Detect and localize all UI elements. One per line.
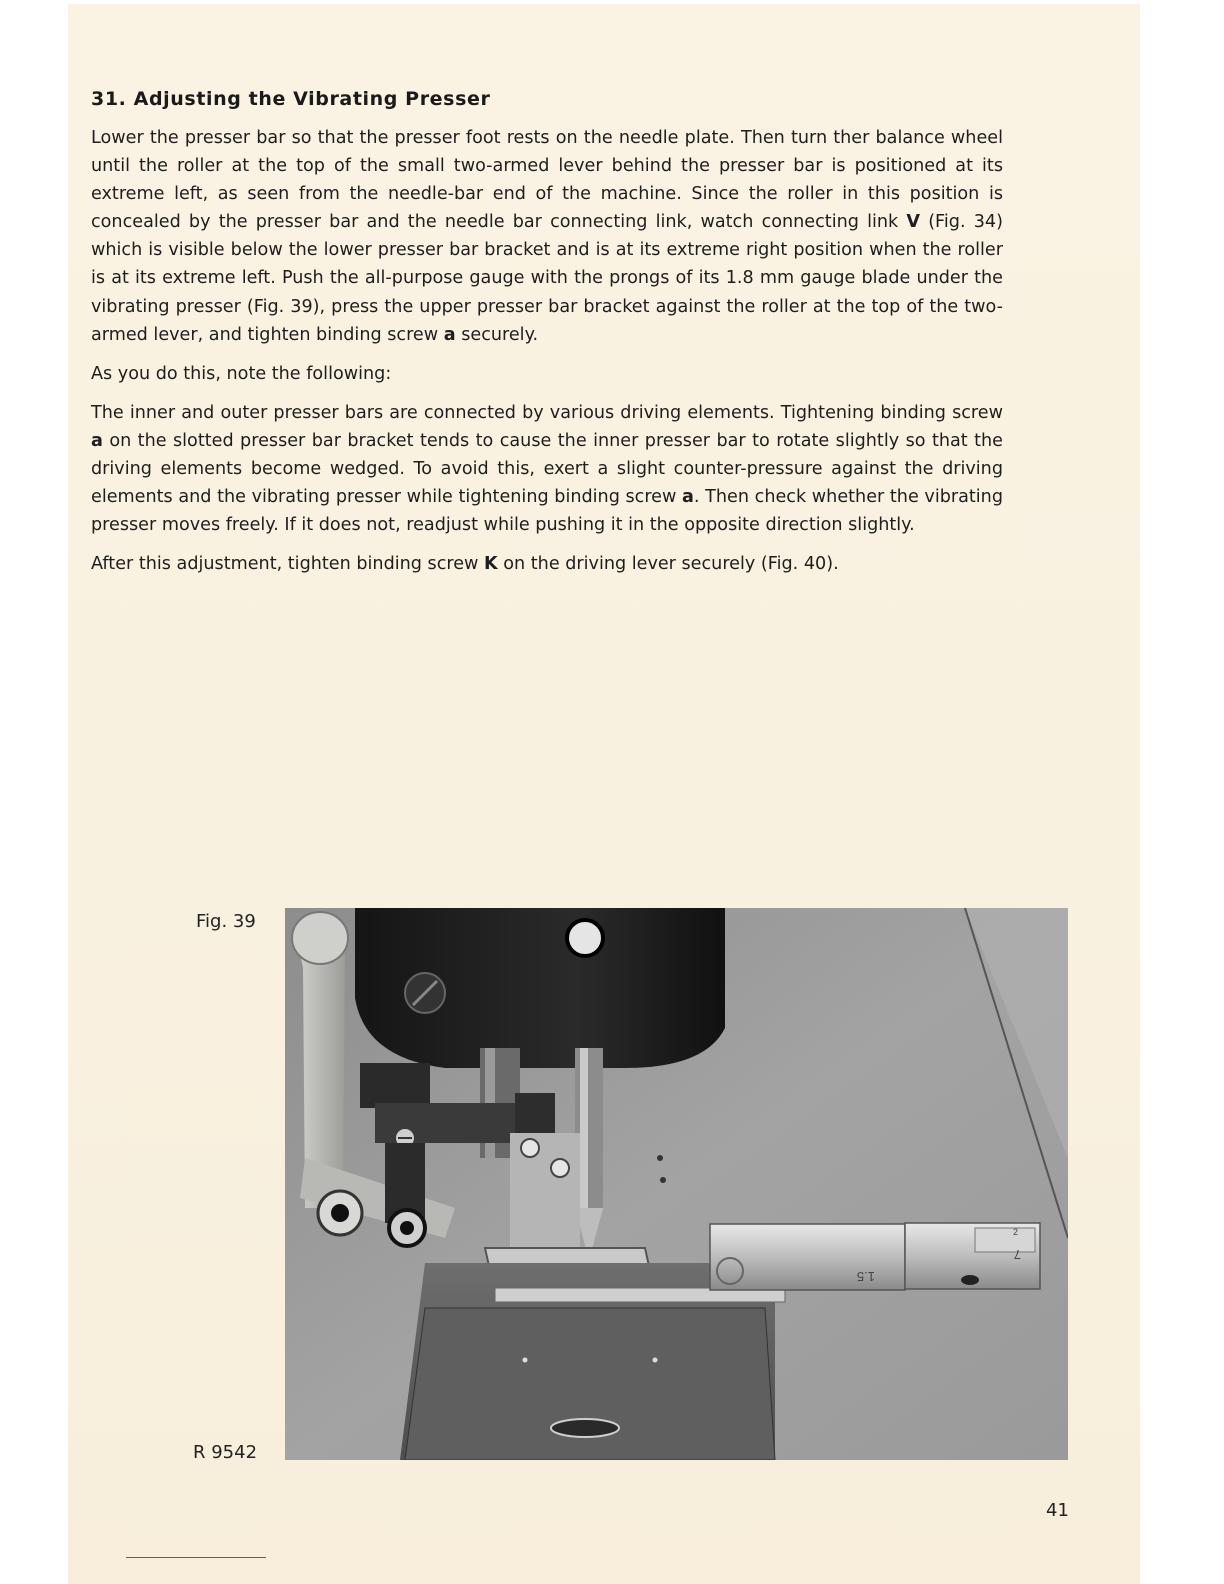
paragraph-2: As you do this, note the following:	[91, 363, 392, 384]
label-screw-a: a	[91, 430, 103, 451]
gauge-mark-1-5: 1.5	[856, 1269, 875, 1284]
paragraph-4: After this adjustment, tighten binding screw K on the driving lever securely (Fig. 40).	[91, 554, 839, 575]
figure-reference: R 9542	[193, 1442, 258, 1463]
gauge-mark-2: 2	[1013, 1227, 1019, 1237]
figure-photo	[285, 908, 1068, 1460]
arm-pivot	[292, 912, 348, 964]
figure-label: Fig. 39	[196, 911, 256, 932]
label-link-v: V	[906, 212, 921, 233]
upper-bracket	[360, 1063, 430, 1108]
slide-plate-slot	[551, 1419, 619, 1437]
paragraph-1: Lower the presser bar so that the presser foot rests on the needle plate. Then turn ther balance wheel until the roller at the top of the small two-armed lever behind the presser bar is positioned at its extreme left, as seen from the needle-bar end of the machine. Since the roller in this position is concealed by the presser bar and the needle bar connecting link, watch connecting link V (Fig. 34) which is visible below the lower presser bar bracket and is at its extreme right position when the roller is at its extreme left. Push the all-purpose gauge with the prongs of its 1.8 mm gauge blade under the vibrating presser (Fig. 39), press the upper presser bar bracket against the roller at the top of the two-armed lever, and tighten binding screw a securely.	[91, 128, 1003, 345]
gauge-mark-7: 7	[1013, 1247, 1021, 1262]
label-screw-a: a	[443, 324, 456, 345]
head-hole	[567, 920, 603, 956]
page-number: 41	[1046, 1500, 1069, 1521]
paragraph-3: The inner and outer presser bars are connected by various driving elements. Tightening binding screw a on the slotted presser bar bracket tends to cause the inner presser bar to rotate slightly so that the driving elements become wedged. To avoid this, exert a slight counter-pressure against the driving elements and the vibrating presser while tightening binding screw a. Then check whether the vibrating presser moves freely. If it does not, readjust while pushing it in the opposite direction slightly.	[91, 402, 1003, 536]
text-block	[91, 88, 1003, 589]
link-underline	[126, 1557, 266, 1558]
label-screw-a: a	[682, 487, 694, 508]
section-heading: 31. Adjusting the Vibrating Presser	[91, 88, 491, 110]
label-screw-k: K	[484, 554, 498, 575]
lever-roller-hub	[331, 1204, 349, 1222]
